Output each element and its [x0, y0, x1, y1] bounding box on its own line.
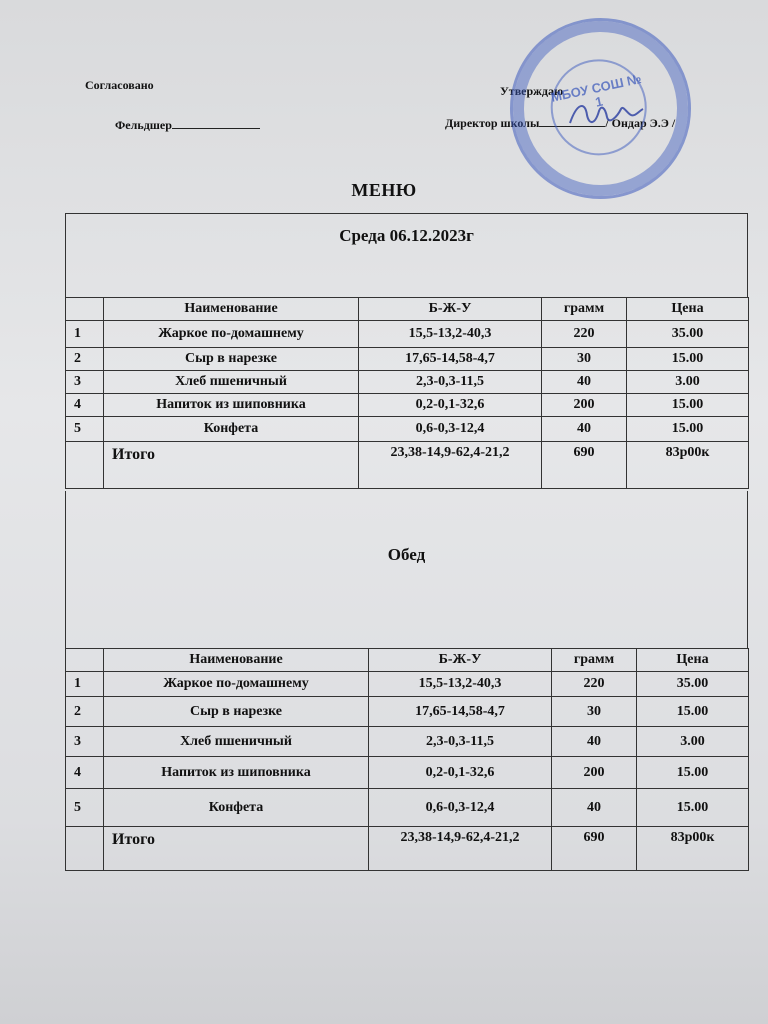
total-bju: 23,38-14,9-62,4-21,2: [369, 827, 552, 871]
paramedic-signature-line: [172, 116, 260, 129]
table-row: [66, 371, 749, 394]
total-row: [66, 827, 749, 871]
header-cell-bju: Б-Ж-У: [359, 298, 542, 321]
row-name: Напиток из шиповника: [104, 757, 369, 789]
director-name: / Ондар Э.Э /: [605, 116, 676, 130]
row-price: 15.00: [637, 697, 749, 727]
row-name: Жаркое по-домашнему: [104, 672, 369, 697]
row-bju: 0,2-0,1-32,6: [369, 757, 552, 789]
breakfast-section-title: Среда 06.12.2023г: [339, 226, 474, 245]
header-cell-price: Цена: [627, 298, 749, 321]
total-bju: 23,38-14,9-62,4-21,2: [359, 442, 542, 489]
approved-label: Согласовано: [85, 78, 154, 92]
header-cell-bju: Б-Ж-У: [369, 649, 552, 672]
total-num-cell: [66, 442, 104, 489]
stamp-text: МБОУ СОШ № 1: [549, 71, 643, 110]
row-bju: 17,65-14,58-4,7: [359, 348, 542, 371]
row-num: 4: [66, 757, 104, 789]
row-bju: 0,2-0,1-32,6: [359, 394, 542, 417]
row-bju: 15,5-13,2-40,3: [359, 321, 542, 348]
row-num: 3: [66, 371, 104, 394]
row-price: 15.00: [627, 394, 749, 417]
paramedic-line: [115, 116, 260, 133]
row-gram: 200: [552, 757, 637, 789]
row-gram: 40: [552, 727, 637, 757]
row-name: Сыр в нарезке: [104, 348, 359, 371]
table-row: [66, 757, 749, 789]
total-price: 83р00к: [637, 827, 749, 871]
lunch-section-title: Обед: [387, 545, 426, 564]
table-header-row: [66, 298, 749, 321]
row-num: 5: [66, 789, 104, 827]
row-price: 15.00: [637, 789, 749, 827]
header-cell-name: Наименование: [104, 298, 359, 321]
row-gram: 30: [542, 348, 627, 371]
row-name: Хлеб пшеничный: [104, 727, 369, 757]
row-gram: 30: [552, 697, 637, 727]
row-num: 2: [66, 697, 104, 727]
table-row: [66, 672, 749, 697]
lunch-table: [65, 648, 749, 871]
table-row: [66, 417, 749, 442]
total-price: 83р00к: [627, 442, 749, 489]
row-bju: 15,5-13,2-40,3: [369, 672, 552, 697]
row-bju: 17,65-14,58-4,7: [369, 697, 552, 727]
header-cell-gram: грамм: [552, 649, 637, 672]
breakfast-title-box: [65, 213, 748, 298]
row-num: 5: [66, 417, 104, 442]
lunch-title-box: [65, 491, 748, 649]
row-name: Напиток из шиповника: [104, 394, 359, 417]
total-row: [66, 442, 749, 489]
total-label: Итого: [104, 442, 359, 489]
row-num: 3: [66, 727, 104, 757]
row-name: Жаркое по-домашнему: [104, 321, 359, 348]
header-cell-price: Цена: [637, 649, 749, 672]
row-gram: 220: [552, 672, 637, 697]
header-cell-num: [66, 298, 104, 321]
row-price: 35.00: [627, 321, 749, 348]
row-bju: 0,6-0,3-12,4: [369, 789, 552, 827]
row-gram: 40: [542, 417, 627, 442]
row-num: 1: [66, 321, 104, 348]
row-num: 2: [66, 348, 104, 371]
row-gram: 40: [552, 789, 637, 827]
header-cell-gram: грамм: [542, 298, 627, 321]
row-name: Хлеб пшеничный: [104, 371, 359, 394]
row-price: 15.00: [627, 417, 749, 442]
row-price: 3.00: [627, 371, 749, 394]
row-num: 4: [66, 394, 104, 417]
breakfast-table: [65, 297, 749, 489]
total-num-cell: [66, 827, 104, 871]
table-row: [66, 727, 749, 757]
row-name: Конфета: [104, 417, 359, 442]
row-num: 1: [66, 672, 104, 697]
row-bju: 2,3-0,3-11,5: [359, 371, 542, 394]
table-row: [66, 321, 749, 348]
paramedic-label: Фельдшер: [115, 118, 172, 132]
director-signature: [565, 95, 645, 135]
row-gram: 40: [542, 371, 627, 394]
row-gram: 220: [542, 321, 627, 348]
total-gram: 690: [552, 827, 637, 871]
table-row: [66, 697, 749, 727]
director-label: Директор школы: [445, 116, 540, 130]
table-row: [66, 348, 749, 371]
table-row: [66, 789, 749, 827]
header-cell-num: [66, 649, 104, 672]
confirm-label: Утверждаю: [500, 84, 564, 98]
row-gram: 200: [542, 394, 627, 417]
table-header-row: [66, 649, 749, 672]
row-price: 3.00: [637, 727, 749, 757]
row-bju: 0,6-0,3-12,4: [359, 417, 542, 442]
row-price: 15.00: [627, 348, 749, 371]
row-bju: 2,3-0,3-11,5: [369, 727, 552, 757]
total-gram: 690: [542, 442, 627, 489]
total-label: Итого: [104, 827, 369, 871]
row-price: 15.00: [637, 757, 749, 789]
row-price: 35.00: [637, 672, 749, 697]
table-row: [66, 394, 749, 417]
page-title: МЕНЮ: [351, 180, 417, 200]
row-name: Конфета: [104, 789, 369, 827]
row-name: Сыр в нарезке: [104, 697, 369, 727]
header-cell-name: Наименование: [104, 649, 369, 672]
